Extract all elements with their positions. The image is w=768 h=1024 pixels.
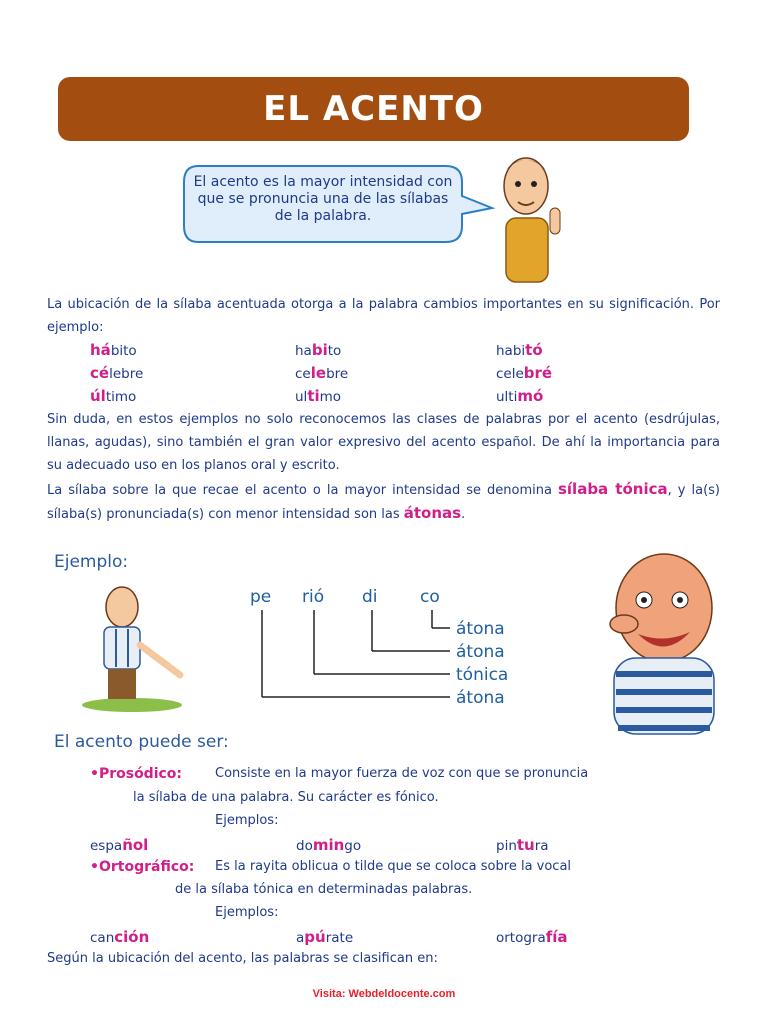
word-row (0, 341, 768, 363)
word-example: celebré (496, 364, 553, 382)
prosodico-line1: Consiste en la mayor fuerza de voz con que se pronuncia (215, 766, 589, 781)
word-example: ortografía (496, 928, 568, 946)
laughing-boy-illustration (584, 548, 734, 738)
closing-line: Según la ubicación del acento, las palabras se clasifican en: (47, 951, 438, 966)
ortografico-line2: de la sílaba tónica en determinadas palabras. (175, 882, 473, 897)
term-silaba-tonica: sílaba tónica (557, 480, 668, 498)
explanation-paragraph: Sin duda, en estos ejemplos no solo reconocemos las clases de palabras por el acento (esdrújulas, llanas, agudas), sino también el gran valor expresivo del acento español. De ahí la importancia para su adecuado uso en los planos oral y escrito. (47, 412, 720, 473)
word-example: habito (295, 341, 342, 359)
word-example: pintura (496, 836, 549, 854)
label-di: átona (456, 642, 505, 662)
word-example: ultimo (295, 387, 342, 405)
ejemplo-label: Ejemplo: (54, 552, 129, 572)
prosodico-line2: la sílaba de una palabra. Su carácter es fónico. (133, 790, 439, 805)
syllable-co: co (420, 587, 440, 607)
boy-illustration (488, 150, 568, 290)
puede-ser-label: El acento puede ser: (54, 732, 229, 752)
word-row (0, 387, 768, 409)
word-example: habitó (496, 341, 543, 359)
word-example: ultimó (496, 387, 544, 405)
label-pe: átona (456, 688, 505, 708)
footer-link[interactable]: Visita: Webdeldocente.com (312, 988, 456, 1000)
label-co: átona (456, 619, 505, 639)
label-rio: tónica (456, 665, 509, 685)
ortografico-line1: Es la rayita oblicua o tilde que se coloca sobre la vocal (215, 859, 572, 874)
ortografico-examples-row (0, 928, 768, 950)
ortografico-ejemplos-label: Ejemplos: (215, 905, 279, 920)
word-example: español (90, 836, 149, 854)
prosodico-ejemplos-label: Ejemplos: (215, 813, 279, 828)
prosodico-examples-row (0, 836, 768, 858)
word-example: último (90, 387, 137, 405)
man-illustration (72, 585, 192, 713)
word-example: hábito (90, 341, 137, 359)
syllable-di: di (362, 587, 378, 607)
bubble-text: El acento es la mayor intensidad con que se pronuncia una de las sílabas de la palabra. (193, 174, 453, 224)
syllable-diagram (240, 580, 540, 710)
ortografico-label: •Ortográfico: (90, 859, 195, 875)
word-row (0, 364, 768, 386)
intro-paragraph: La ubicación de la sílaba acentuada otorga a la palabra cambios importantes en su significación. Por ejemplo: (47, 297, 720, 335)
word-example: apúrate (296, 928, 354, 946)
page-title: EL ACENTO (263, 89, 484, 129)
word-example: canción (90, 928, 150, 946)
tonica-paragraph: La sílaba sobre la que recae el acento o la mayor intensidad se denomina sílaba tónica, y la(s) sílaba(s) pronunciada(s) con menor intensidad son las átonas. (47, 480, 720, 522)
word-example: celebre (295, 364, 349, 382)
title-banner (58, 77, 689, 141)
word-example: célebre (90, 364, 144, 382)
word-example: domingo (296, 836, 362, 854)
speech-bubble (180, 162, 500, 246)
prosodico-label: •Prosódico: (90, 766, 183, 782)
term-atonas: átonas (403, 504, 462, 522)
syllable-pe: pe (250, 587, 272, 607)
syllable-rio: rió (302, 587, 325, 607)
